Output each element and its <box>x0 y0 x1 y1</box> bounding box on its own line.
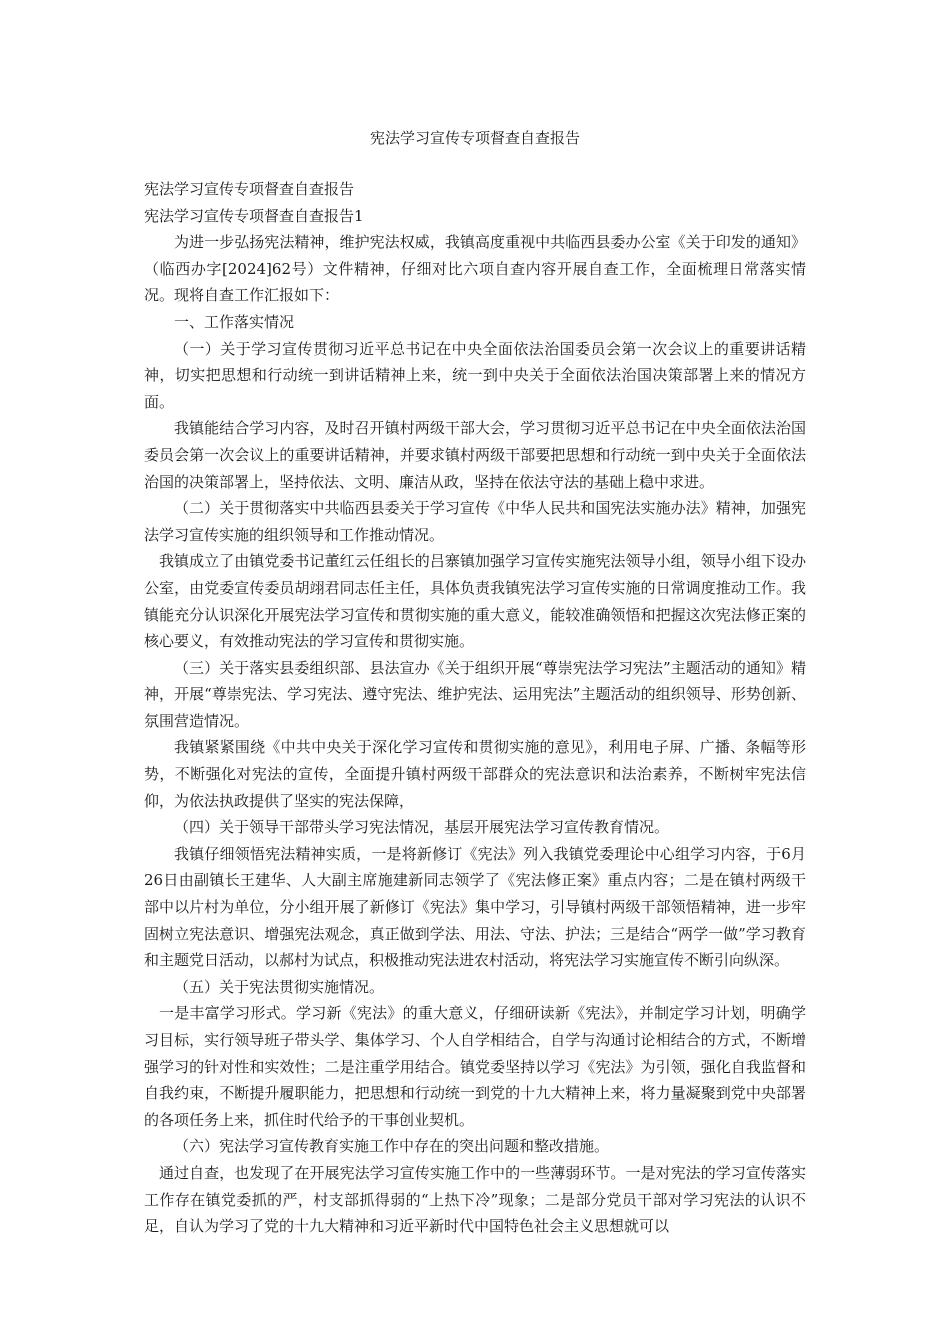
body-subheading: 宪法学习宣传专项督查自查报告1 <box>144 206 364 225</box>
body-heading: 宪法学习宣传专项督查自查报告 <box>144 180 355 198</box>
section-heading: 一、工作落实情况 <box>174 312 295 331</box>
paragraph: 通过自查，也发现了在开展宪法学习宣传实施工作中的一些薄弱环节。一是对宪法的学习宣传落实工作存在镇党委抓的严，村支部抓得弱的“上热下冷”现象；二是部分党员干部对学习宪法的认识不足，自认为学习了党的十九大精神和习近平新时代中国特色社会主义思想就可以 <box>144 1163 806 1236</box>
paragraph: （二）关于贯彻落实中共临西县委关于学习宣传《中华人民共和国宪法实施办法》精神，加强宪法学习宣传实施的组织领导和工作推动情况。 <box>144 499 806 544</box>
paragraph: 我镇能结合学习内容，及时召开镇村两级干部大会，学习贯彻习近平总书记在中央全面依法治国委员会第一次会议上的重要讲话精神，并要求镇村两级干部要把思想和行动统一到中央关于全面依法治国的决策部署上，坚持依法、文明、廉洁从政，坚持在依法守法的基础上稳中求进。 <box>144 419 806 491</box>
paragraph: （四）关于领导干部带头学习宪法情况，基层开展宪法学习宣传教育情况。 <box>174 818 670 837</box>
paragraph: （一）关于学习宣传贯彻习近平总书记在中央全面依法治国委员会第一次会议上的重要讲话精神，切实把思想和行动统一到讲话精神上来，统一到中央关于全面依法治国决策部署上来的情况方面。 <box>144 339 806 411</box>
document-body <box>144 176 806 1240</box>
paragraph: （三）关于落实县委组织部、县法宣办《关于组织开展“尊崇宪法学习宪法”主题活动的通知》精神，开展“尊崇宪法、学习宪法、遵守宪法、维护宪法、运用宪法”主题活动的组织领导、形势创新、氛围营造情况。 <box>144 658 806 730</box>
paragraph: （五）关于宪法贯彻实施情况。 <box>174 977 385 996</box>
paragraph: 一是丰富学习形式。学习新《宪法》的重大意义，仔细研读新《宪法》，并制定学习计划，明确学习目标，实行领导班子带头学、集体学习、个人自学相结合，自学与沟通讨论相结合的方式，不断增强学习的针对性和实效性；二是注重学用结合。镇党委坚持以学习《宪法》为引领，强化自我监督和自我约束，不断提升履职能力，把思想和行动统一到党的十九大精神上来，将力量凝聚到党中央部署的各项任务上来，抓住时代给予的干事创业契机。 <box>144 1004 806 1129</box>
document-title: 宪法学习宣传专项督查自查报告 <box>369 129 580 147</box>
paragraph: 我镇成立了由镇党委书记董红云任组长的吕寨镇加强学习宣传实施宪法领导小组，领导小组下设办公室，由党委宣传委员胡翊君同志任主任，具体负责我镇宪法学习宣传实施的日常调度推动工作。我镇能充分认识深化开展宪法学习宣传和贯彻实施的重大意义，能较准确领悟和把握这次宪法修正案的核心要义，有效推动宪法的学习宣传和贯彻实施。 <box>144 552 806 651</box>
paragraph: 我镇仔细领悟宪法精神实质，一是将新修订《宪法》列入我镇党委理论中心组学习内容，于6月26日由副镇长王建华、人大副主席施建新同志领学了《宪法修正案》重点内容；二是在镇村两级干部中以片村为单位，分小组开展了新修订《宪法》集中学习，引导镇村两级干部领悟精神，进一步牢固树立宪法意识、增强宪法观念，真正做到学法、用法、守法、护法；三是结合“两学一做”学习教育和主题党日活动，以郝村为试点，积极推动宪法进农村活动，将宪法学习实施宣传不断引向纵深。 <box>144 844 806 970</box>
paragraph: 为进一步弘扬宪法精神，维护宪法权威，我镇高度重视中共临西县委办公室《关于印发的通知》（临西办字[2024]62号）文件精神，仔细对比六项自查内容开展自查工作，全面梳理日常落实情况。现将自查工作汇报如下： <box>144 233 806 305</box>
paragraph: 我镇紧紧围绕《中共中央关于深化学习宣传和贯彻实施的意见》，利用电子屏、广播、条幅等形势，不断强化对宪法的宣传，全面提升镇村两级干部群众的宪法意识和法治素养，不断树牢宪法信仰，为依法执政提供了坚实的宪法保障， <box>144 738 806 810</box>
paragraph: （六）宪法学习宣传教育实施工作中存在的突出问题和整改措施。 <box>174 1137 610 1156</box>
